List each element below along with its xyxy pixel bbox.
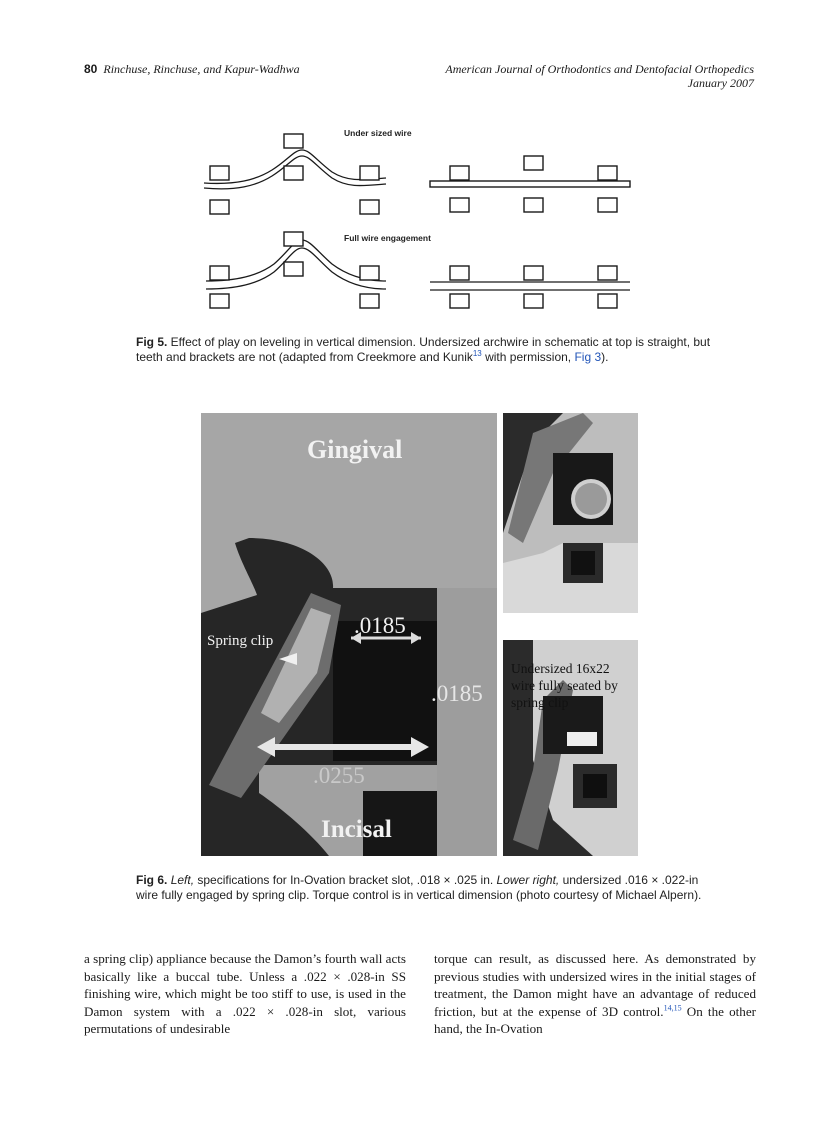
figure6-bottom-right-photo [503,640,638,856]
fig6-caption-left: Left, [170,873,195,887]
bracket [210,266,229,280]
body-citation[interactable]: 14,15 [663,1003,682,1013]
bracket [360,166,379,180]
bracket [284,262,303,276]
figure5-caption [136,335,714,365]
bracket [524,266,543,280]
bracket [450,266,469,280]
header-issue-date: January 2007 [687,76,754,90]
bracket [598,294,617,308]
header-authors: Rinchuse, Rinchuse, and Kapur-Wadhwa [103,62,300,76]
figure6-top-right-photo [503,413,638,613]
bracket [524,198,543,212]
figure6-caption [136,873,714,903]
bracket [598,166,617,180]
bracket [598,266,617,280]
bracket-closeup-round-wire [503,413,638,613]
fig5-caption-text-2: with permission, [481,350,575,364]
page-number: 80 [84,62,98,76]
fig5-label-undersized: Under sized wire [344,128,412,138]
label-undersized-wire: Undersized 16x22 wire fully seated by spring clip [511,661,618,710]
fig6-caption-label: Fig 6. [136,873,168,887]
fig6-caption-lower-right: Lower right, [496,873,560,887]
bracket [524,156,543,170]
running-header-right [445,62,754,90]
fig5-caption-text: Effect of play on leveling in vertical dimension. Undersized archwire in schematic at top is straight, but teeth and brackets are not (adapted from Creekmore and Kunik [136,335,711,364]
bracket [450,294,469,308]
body-right-text-1: torque can result, as discussed here. As demonstrated by previous studies with undersized wires in the initial stages of treatment, the Damon might have an advantage of reduced friction, but at the expense of 3D control. [434,951,756,1019]
bracket [598,198,617,212]
bracket [360,294,379,308]
fig6-caption-text-1: specifications for In-Ovation bracket slot, .018 × .025 in. [194,873,497,887]
bracket [284,134,303,148]
bracket [284,232,303,246]
header-journal: American Journal of Orthodontics and Dentofacial Orthopedics [445,62,754,76]
body-column-left: a spring clip) appliance because the Damon’s fourth wall acts basically like a buccal tube. Unless a .022 × .028-in SS finishing wire, which might be too stiff to use, is used in the Damon system with a .022 × .028-in slot, various permutations of undesirable [84,951,406,1036]
bracket [210,166,229,180]
bracket [450,198,469,212]
bracket [360,266,379,280]
bracket [360,200,379,214]
running-header-left [84,62,300,76]
figure6-main-photo [201,413,497,856]
label-incisal: Incisal [321,816,392,843]
dimension-slot-length: .0255 [313,763,365,788]
body-column-right [434,950,756,1038]
straight-wire [430,181,630,187]
fig5-caption-label: Fig 5. [136,335,168,349]
label-gingival: Gingival [307,435,403,464]
body-right-text-2: On the other hand, the In-Ovation [434,1003,756,1036]
fig5-label-full-engagement: Full wire engagement [344,233,431,243]
figure5-diagram [196,128,642,314]
fig5-caption-end: ). [601,350,609,364]
dimension-slot-depth: .0185 [431,681,483,706]
bracket [450,166,469,180]
label-spring-clip: Spring clip [207,633,274,649]
dimension-slot-width: .0185 [354,613,406,638]
bracket [210,294,229,308]
fig5-figure-link[interactable]: Fig 3 [574,350,602,364]
fig5-citation[interactable]: 13 [472,349,482,358]
fig6-caption-text-2: undersized .016 × .022-in wire fully engaged by spring clip. Torque control is in vertical dimension (photo courtesy of Michael Alpern). [136,873,702,902]
bracket [210,200,229,214]
bracket [284,166,303,180]
bracket [524,294,543,308]
